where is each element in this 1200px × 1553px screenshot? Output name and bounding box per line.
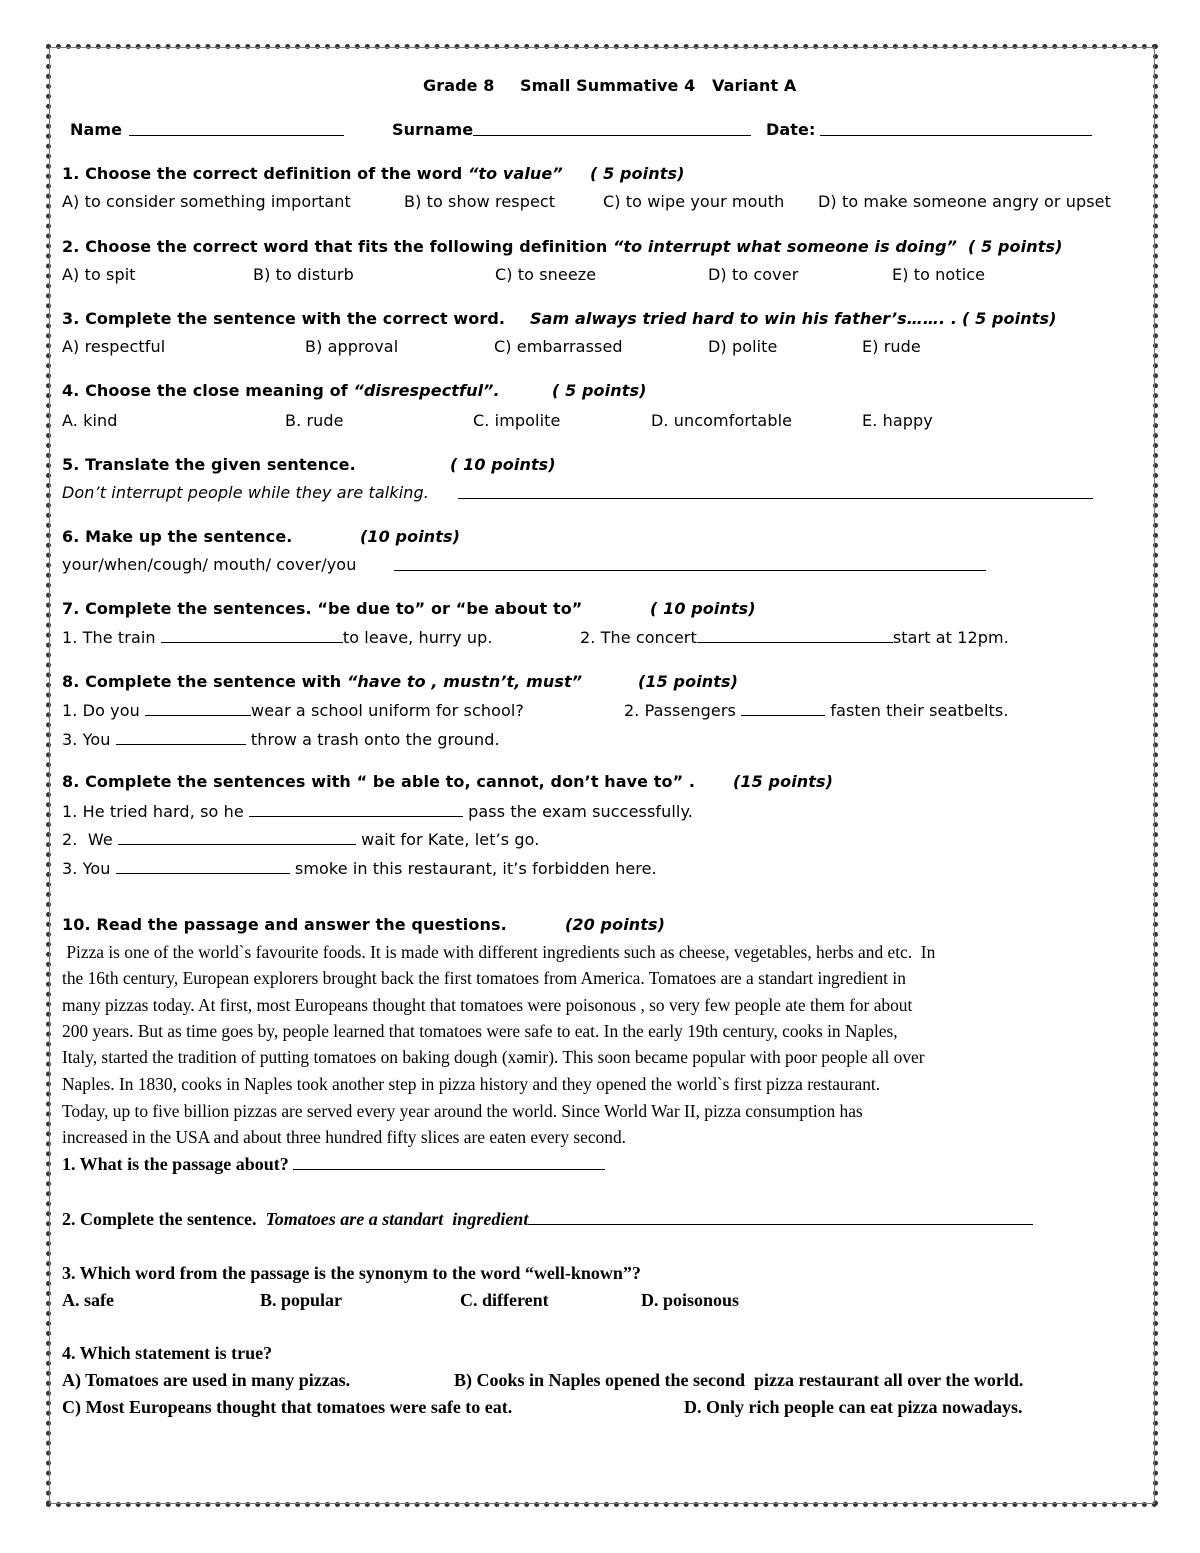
date-field[interactable] (820, 120, 1092, 141)
q4-option-e: E. happy (862, 411, 933, 430)
q3-option-c: C) embarrassed (494, 337, 623, 356)
sub1-answer-field[interactable] (293, 1154, 605, 1170)
question-3: 3. Complete the sentence with the correct word. (62, 309, 506, 328)
q2-points: ( 5 points) (968, 237, 1063, 256)
q4-option-a: A. kind (62, 411, 118, 430)
sub4-option-a: A) Tomatoes are used in many pizzas. (62, 1370, 351, 1390)
q7-blank-1[interactable] (161, 627, 343, 643)
sub3-option-d: D. poisonous (641, 1290, 740, 1310)
q5-points: ( 10 points) (450, 455, 556, 474)
question-7: 7. Complete the sentences. “be due to” or “be about to” (62, 599, 583, 618)
q8a-blank-1[interactable] (145, 700, 251, 716)
q8a-points: (15 points) (638, 672, 739, 691)
q3-sentence: Sam always tried hard to win his father’s……. . (530, 309, 957, 328)
q1-option-c: C) to wipe your mouth (603, 192, 785, 211)
sub-question-4: 4. Which statement is true? (62, 1343, 273, 1363)
question-8a: 8. Complete the sentence with “have to , mustn’t, must” (62, 672, 583, 691)
name-field[interactable] (129, 120, 344, 141)
q4-option-b: B. rude (285, 411, 344, 430)
sub3-option-b: B. popular (260, 1290, 343, 1310)
q5-sentence: Don’t interrupt people while they are talking. (62, 483, 429, 502)
sub4-option-b: B) Cooks in Naples opened the second pizza restaurant all over the world. (454, 1370, 1024, 1390)
q4-option-c: C. impolite (473, 411, 561, 430)
q6-words: your/when/cough/ mouth/ cover/you (62, 555, 357, 574)
question-5: 5. Translate the given sentence. (62, 455, 356, 474)
q8a-sentence-2: 2. Passengers fasten their seatbelts. (624, 701, 1009, 720)
q1-option-d: D) to make someone angry or upset (818, 192, 1111, 211)
q8b-sentence-3: 3. You smoke in this restaurant, it’s forbidden here. (62, 859, 657, 878)
q7-points: ( 10 points) (650, 599, 756, 618)
q8b-blank-3[interactable] (116, 858, 290, 874)
q8a-blank-2[interactable] (741, 700, 825, 716)
surname-label: Surname (392, 120, 474, 139)
passage-line: the 16th century, European explorers brought back the first tomatoes from America. Tomatoes are a standart ingredient in (62, 968, 906, 988)
sub3-option-c: C. different (460, 1290, 549, 1310)
question-10: 10. Read the passage and answer the questions. (62, 915, 507, 934)
q2-option-a: A) to spit (62, 265, 136, 284)
date-label: Date: (766, 120, 816, 139)
q8b-blank-2[interactable] (118, 829, 356, 845)
question-1: 1. Choose the correct definition of the word “to value” (62, 164, 563, 183)
q8a-sentence-3: 3. You throw a trash onto the ground. (62, 730, 500, 749)
q1-option-b: B) to show respect (404, 192, 556, 211)
question-8b: 8. Complete the sentences with “ be able to, cannot, don’t have to” . (62, 772, 696, 791)
q3-option-a: A) respectful (62, 337, 166, 356)
sub-question-2: 2. Complete the sentence. Tomatoes are a standart ingredient (62, 1209, 1033, 1229)
q8b-points: (15 points) (733, 772, 834, 791)
sub-question-3: 3. Which word from the passage is the synonym to the word “well-known”? (62, 1263, 641, 1283)
q3-option-d: D) polite (708, 337, 778, 356)
q8a-sentence-1: 1. Do you wear a school uniform for school? (62, 701, 524, 720)
q4-points: ( 5 points) (552, 381, 647, 400)
passage-line: 200 years. But as time goes by, people learned that tomatoes were safe to eat. In the early 19th century, cooks in Naples, (62, 1021, 898, 1041)
q6-points: (10 points) (360, 527, 461, 546)
sub-question-1: 1. What is the passage about? (62, 1154, 605, 1174)
q3-option-b: B) approval (305, 337, 399, 356)
q2-option-d: D) to cover (708, 265, 799, 284)
passage-line: increased in the USA and about three hundred fifty slices are eaten every second. (62, 1127, 627, 1147)
header-grade: Grade 8 (423, 76, 495, 95)
sub2-answer-field[interactable] (528, 1209, 1033, 1225)
q3-option-e: E) rude (862, 337, 921, 356)
name-label: Name (70, 120, 123, 139)
question-2: 2. Choose the correct word that fits the following definition “to interrupt what someone is doing” (62, 237, 958, 256)
q7-blank-2[interactable] (697, 627, 893, 643)
passage-line: many pizzas today. At first, most Europeans thought that tomatoes were poisonous , so very few people ate them for about (62, 995, 913, 1015)
header-variant: Variant A (712, 76, 797, 95)
q2-option-b: B) to disturb (253, 265, 354, 284)
surname-field[interactable] (473, 120, 751, 141)
q8a-blank-3[interactable] (116, 729, 246, 745)
passage-line: Italy, started the tradition of putting tomatoes on baking dough (xəmir). This soon became popular with poor people all over (62, 1047, 925, 1067)
q8b-sentence-1: 1. He tried hard, so he pass the exam successfully. (62, 802, 693, 821)
q1-option-a: A) to consider something important (62, 192, 351, 211)
q6-answer-field[interactable] (394, 555, 986, 576)
q7-sentence-2: 2. The concert start at 12pm. (580, 628, 1009, 647)
q1-points: ( 5 points) (590, 164, 685, 183)
sub3-option-a: A. safe (62, 1290, 114, 1310)
q8b-sentence-2: 2. We wait for Kate, let’s go. (62, 830, 540, 849)
q3-points: ( 5 points) (962, 309, 1057, 328)
q2-option-c: C) to sneeze (495, 265, 597, 284)
header-summative: Small Summative 4 (520, 76, 696, 95)
q4-option-d: D. uncomfortable (651, 411, 793, 430)
passage-line: Naples. In 1830, cooks in Naples took another step in pizza history and they opened the world`s first pizza restaurant. (62, 1074, 881, 1094)
question-6: 6. Make up the sentence. (62, 527, 293, 546)
q7-sentence-1: 1. The train to leave, hurry up. (62, 628, 493, 647)
q2-option-e: E) to notice (892, 265, 986, 284)
q5-answer-field[interactable] (458, 483, 1093, 504)
sub4-option-c: C) Most Europeans thought that tomatoes were safe to eat. (62, 1397, 513, 1417)
q10-points: (20 points) (565, 915, 666, 934)
question-4: 4. Choose the close meaning of “disrespectful”. (62, 381, 500, 400)
passage-line: Pizza is one of the world`s favourite foods. It is made with different ingredients such as cheese, vegetables, herbs and etc. In (62, 942, 936, 962)
passage-line: Today, up to five billion pizzas are served every year around the world. Since World War II, pizza consumption has (62, 1101, 863, 1121)
sub4-option-d: D. Only rich people can eat pizza nowadays. (684, 1397, 1023, 1417)
q8b-blank-1[interactable] (249, 801, 463, 817)
